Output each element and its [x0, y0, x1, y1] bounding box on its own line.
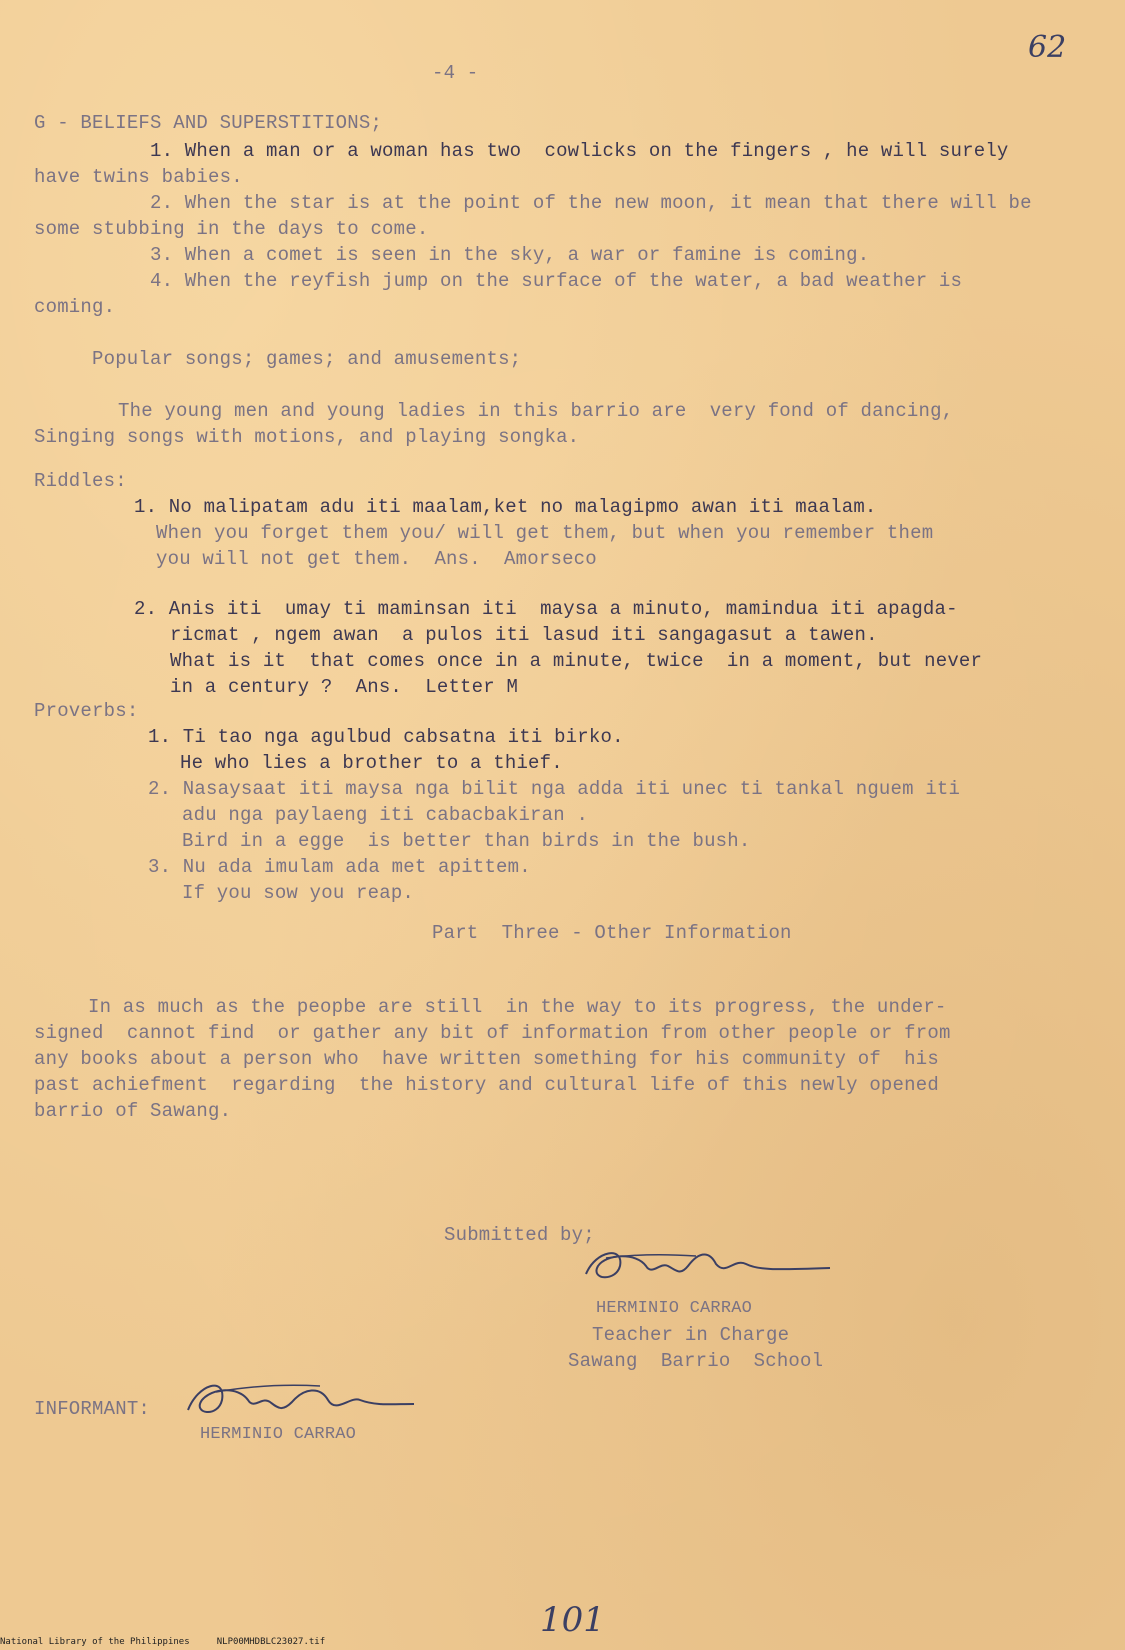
- page-number-typed: -4 -: [432, 62, 479, 84]
- riddle-2-line-1: 2. Anis iti umay ti maminsan iti maysa a minuto, mamindua iti apagda-: [134, 598, 958, 620]
- songs-line-1: The young men and young ladies in this barrio are very fond of dancing,: [118, 400, 954, 422]
- submitter-name: HERMINIO CARRAO: [596, 1299, 753, 1318]
- belief-4-line-1: 4. When the reyfish jump on the surface of the water, a bad weather is: [150, 270, 963, 292]
- footer-file: NLP00MHDBLC23027.tif: [216, 1637, 326, 1647]
- belief-4-line-2: coming.: [34, 296, 116, 318]
- part-three-heading: Part Three - Other Information: [432, 922, 792, 944]
- submitted-by-label: Submitted by;: [444, 1224, 595, 1246]
- riddle-2-line-3: What is it that comes once in a minute, twice in a moment, but never: [170, 650, 983, 672]
- part-three-line-3: any books about a person who have written something for his community of his: [34, 1048, 939, 1070]
- submitter-title: Teacher in Charge: [592, 1324, 790, 1346]
- belief-2-line-1: 2. When the star is at the point of the new moon, it mean that there will be: [150, 192, 1032, 214]
- page-number-handwritten-top: 62: [1028, 30, 1067, 65]
- songs-heading: Popular songs; games; and amusements;: [92, 348, 522, 370]
- informant-label: INFORMANT:: [34, 1398, 151, 1420]
- proverb-3-line-1: 3. Nu ada imulam ada met apittem.: [148, 856, 531, 878]
- proverb-2-line-3: Bird in a egge is better than birds in the bush.: [182, 830, 751, 852]
- part-three-line-4: past achiefment regarding the history and cultural life of this newly opened: [34, 1074, 939, 1096]
- belief-2-line-2: some stubbing in the days to come.: [34, 218, 429, 240]
- riddle-1-line-3: you will not get them. Ans. Amorseco: [156, 548, 597, 570]
- songs-line-2: Singing songs with motions, and playing songka.: [34, 426, 580, 448]
- riddle-1-line-1: 1. No malipatam adu iti maalam,ket no malagipmo awan iti maalam.: [134, 496, 877, 518]
- proverb-1-line-2: He who lies a brother to a thief.: [180, 752, 563, 774]
- informant-signature: [180, 1362, 420, 1432]
- proverb-2-line-1: 2. Nasaysaat iti maysa nga bilit nga adda iti unec ti tankal nguem iti: [148, 778, 961, 800]
- footer-library: National Library of the Philippines: [0, 1637, 190, 1647]
- proverb-1-line-1: 1. Ti tao nga agulbud cabsatna iti birko.: [148, 726, 624, 748]
- belief-1-line-1: 1. When a man or a woman has two cowlicks on the fingers , he will surely: [150, 140, 1009, 162]
- riddle-2-line-2: ricmat , ngem awan a pulos iti lasud iti sangagasut a tawen.: [170, 624, 878, 646]
- belief-1-line-2: have twins babies.: [34, 166, 243, 188]
- submitter-school: Sawang Barrio School: [568, 1350, 824, 1372]
- informant-name: HERMINIO CARRAO: [200, 1425, 357, 1444]
- riddle-2-line-4: in a century ? Ans. Letter M: [170, 676, 519, 698]
- riddles-heading: Riddles:: [34, 470, 127, 492]
- beliefs-heading: G - BELIEFS AND SUPERSTITIONS;: [34, 112, 383, 134]
- proverbs-heading: Proverbs:: [34, 700, 139, 722]
- proverb-3-line-2: If you sow you reap.: [182, 882, 415, 904]
- submitter-signature: [576, 1236, 836, 1296]
- scan-footer: [0, 1637, 325, 1648]
- belief-3-line-1: 3. When a comet is seen in the sky, a war or famine is coming.: [150, 244, 870, 266]
- part-three-line-5: barrio of Sawang.: [34, 1100, 232, 1122]
- riddle-1-line-2: When you forget them you/ will get them, but when you remember them: [156, 522, 934, 544]
- proverb-2-line-2: adu nga paylaeng iti cabacbakiran .: [182, 804, 589, 826]
- part-three-line-1: In as much as the peopbe are still in the way to its progress, the under-: [88, 996, 947, 1018]
- page-number-handwritten-bottom: 101: [540, 1600, 605, 1640]
- part-three-line-2: signed cannot find or gather any bit of information from other people or from: [34, 1022, 951, 1044]
